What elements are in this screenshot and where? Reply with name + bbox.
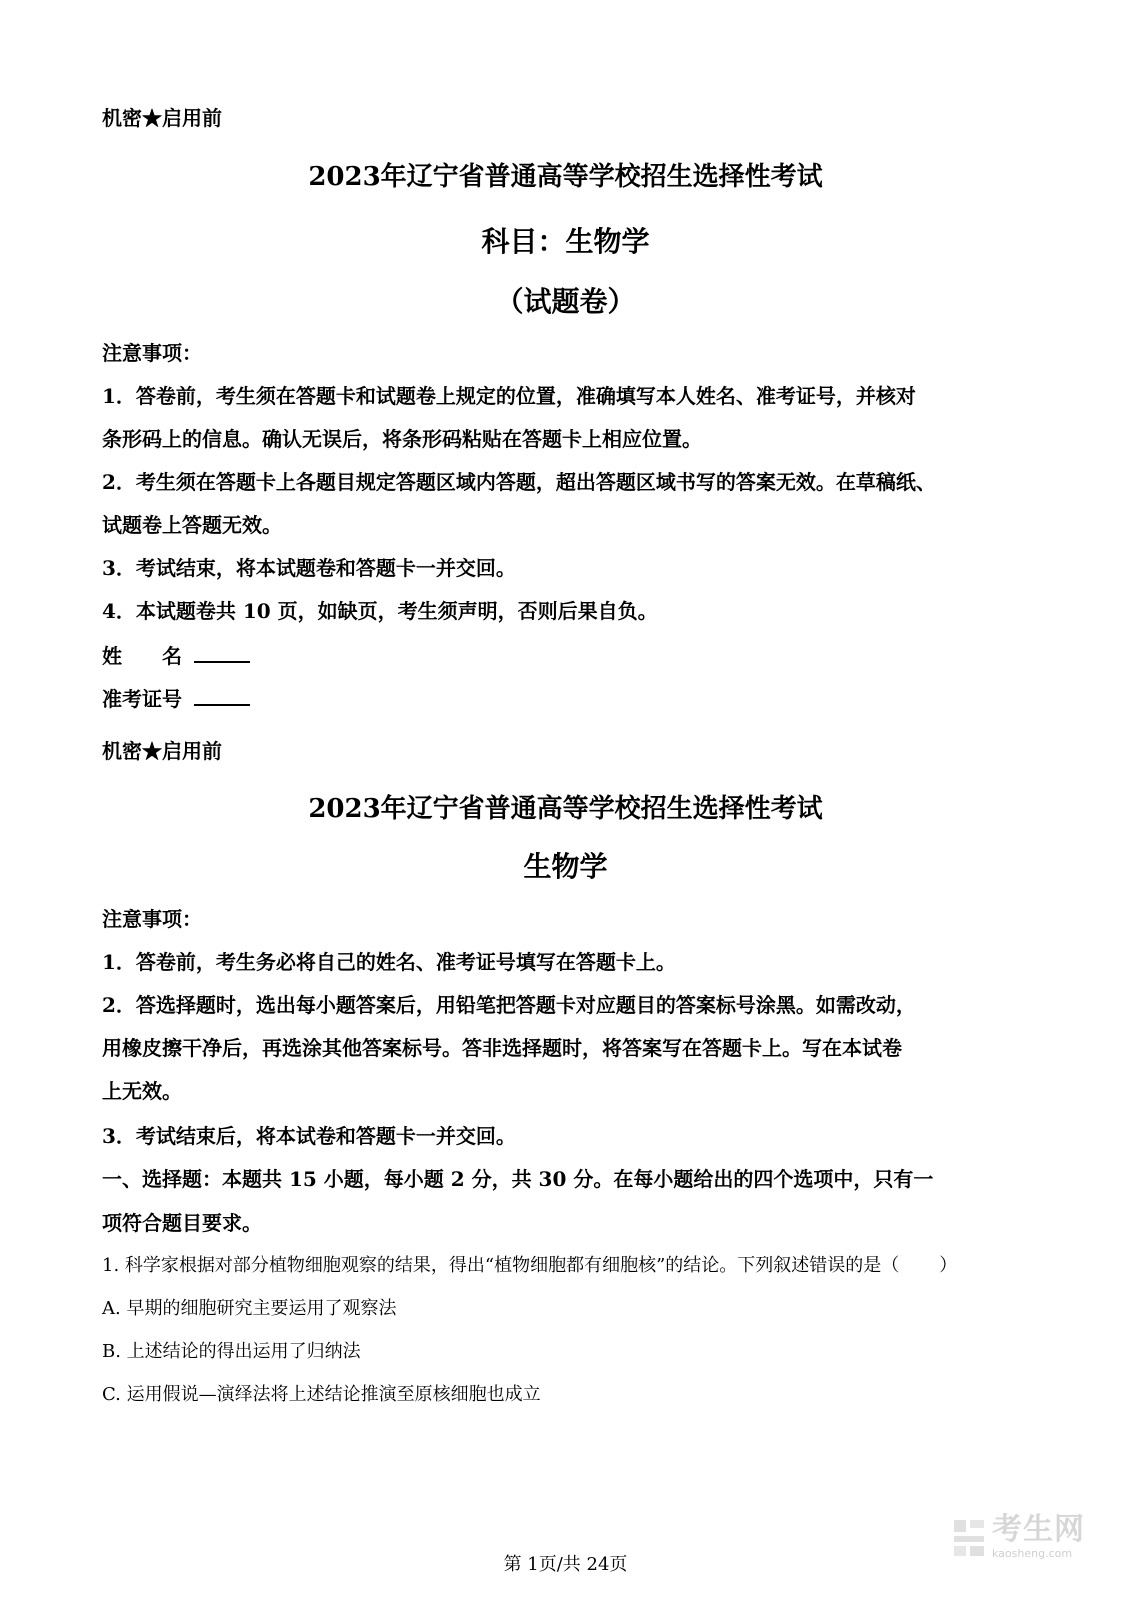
question-stem-text: 1. 科学家根据对部分植物细胞观察的结果，得出“植物细胞都有细胞核”的结论。下列叙述错误的是（ xyxy=(102,1255,900,1276)
notice-heading: 注意事项： xyxy=(102,341,202,365)
option-c: C. 运用假说—演绎法将上述结论推演至原核细胞也成立 xyxy=(102,1384,541,1405)
watermark-url: kaosheng.com xyxy=(992,1547,1073,1560)
notice-line: 试题卷上答题无效。 xyxy=(102,513,282,537)
id-label: 准考证号 xyxy=(102,687,182,711)
notice-line: 2．考生须在答题卡上各题目规定答题区域内答题，超出答题区域书写的答案无效。在草稿纸、 xyxy=(102,470,936,494)
name-label: 姓 名 xyxy=(102,644,182,668)
name-field xyxy=(102,640,250,669)
option-b: B. 上述结论的得出运用了归纳法 xyxy=(102,1341,361,1362)
exam-title: 2023年辽宁省普通高等学校招生选择性考试 xyxy=(308,162,823,192)
confidential-label: 机密★启用前 xyxy=(102,106,222,130)
name-blank xyxy=(194,643,250,663)
notice-line: 2．答选择题时，选出每小题答案后，用铅笔把答题卡对应题目的答案标号涂黑。如需改动， xyxy=(102,993,916,1017)
question-stem-close: ） xyxy=(939,1255,958,1276)
notice-line: 用橡皮擦干净后，再选涂其他答案标号。答非选择题时，将答案写在答题卡上。写在本试卷 xyxy=(102,1036,902,1060)
notice-line: 上无效。 xyxy=(102,1079,182,1103)
id-field xyxy=(102,683,250,712)
confidential-label: 机密★启用前 xyxy=(102,739,222,763)
section-heading: 一、选择题：本题共 15 小题，每小题 2 分，共 30 分。在每小题给出的四个选项中，只有一 xyxy=(102,1167,934,1191)
notice-line: 4．本试题卷共 10 页，如缺页，考生须声明，否则后果自负。 xyxy=(102,599,658,623)
notice-line: 条形码上的信息。确认无误后，将条形码粘贴在答题卡上相应位置。 xyxy=(102,427,702,451)
watermark-text: 考生网 xyxy=(992,1512,1085,1547)
question-stem xyxy=(102,1251,957,1277)
subject-title: 生物学 xyxy=(523,850,608,883)
paper-type: （试题卷） xyxy=(495,285,636,318)
notice-line: 3．考试结束，将本试题卷和答题卡一并交回。 xyxy=(102,556,516,580)
section-heading: 项符合题目要求。 xyxy=(102,1211,262,1235)
notice-heading: 注意事项： xyxy=(102,907,202,931)
notice-line: 1．答卷前，考生务必将自己的姓名、准考证号填写在答题卡上。 xyxy=(102,950,676,974)
option-a: A. 早期的细胞研究主要运用了观察法 xyxy=(102,1298,397,1319)
id-blank xyxy=(194,686,250,706)
notice-line: 1．答卷前，考生须在答题卡和试题卷上规定的位置，准确填写本人姓名、准考证号，并核对 xyxy=(102,384,916,408)
subject-title: 科目：生物学 xyxy=(481,225,650,258)
notice-line: 3．考试结束后，将本试卷和答题卡一并交回。 xyxy=(102,1124,516,1148)
exam-title: 2023年辽宁省普通高等学校招生选择性考试 xyxy=(308,794,823,824)
page-number: 第 1页/共 24页 xyxy=(503,1554,628,1575)
